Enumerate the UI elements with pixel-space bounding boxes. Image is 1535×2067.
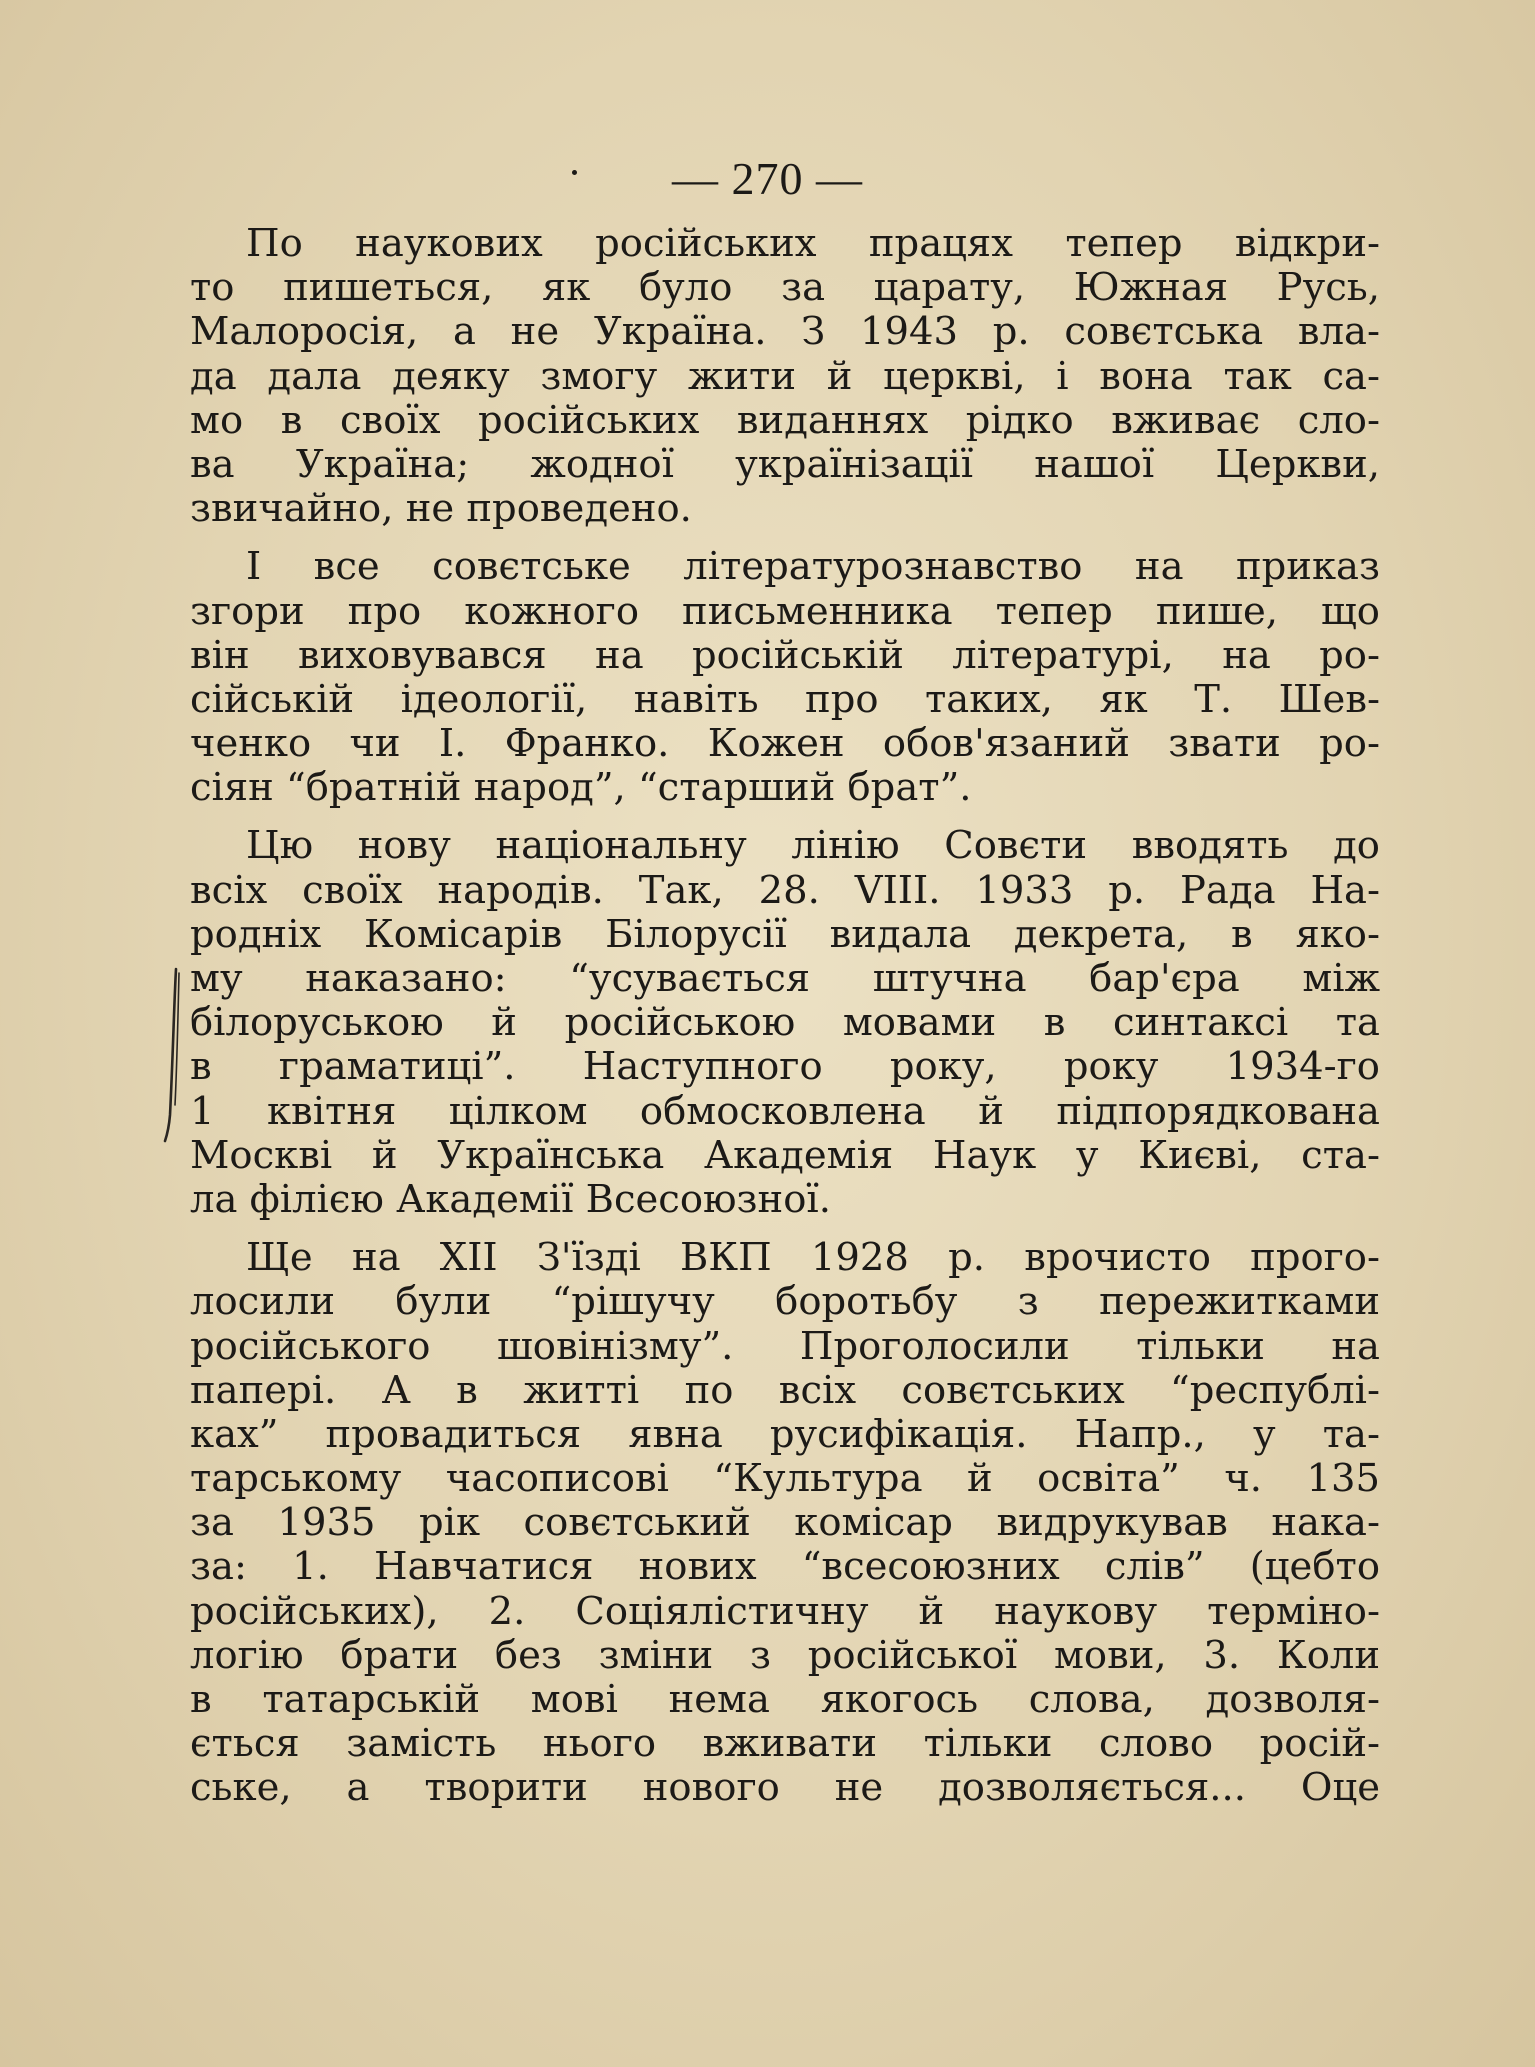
text-line: ється замість нього вживати тільки слово росій- <box>190 1721 1380 1767</box>
text-line: ва Україна; жодної українізації нашої Церкви, <box>190 441 1380 487</box>
paragraph-4 <box>190 1236 1380 1810</box>
text-line: папері. А в житті по всіх совєтських “республі- <box>190 1367 1380 1413</box>
text-line: російських), 2. Соціялістичну й наукову терміно- <box>190 1588 1380 1634</box>
text-line: ченко чи І. Франко. Кожен обов'язаний звати ро- <box>190 721 1380 767</box>
text-line: 1 квітня цілком обмосковлена й підпорядкована <box>190 1088 1380 1134</box>
text-line: му наказано: “усувається штучна бар'єра між <box>190 956 1380 1001</box>
text-line: ках” провадиться явна русифікація. Напр., у та- <box>190 1411 1380 1457</box>
text-line: мо в своїх російських виданнях рідко вживає сло- <box>190 397 1380 443</box>
text-line: да дала деяку змогу жити й церкві, і вона так са- <box>190 353 1380 399</box>
text-line: всіх своїх народів. Так, 28. VIII. 1933 р. Рада На- <box>190 867 1380 913</box>
body-text <box>190 222 1380 1811</box>
text-line: По наукових російських працях тепер відкри- <box>246 221 1380 266</box>
text-line: І все совєтське літературознавство на приказ <box>246 544 1380 590</box>
text-line: Цю нову національну лінію Совєти вводять до <box>246 823 1380 869</box>
text-line: Москві й Українська Академія Наук у Києві, ста- <box>190 1132 1380 1178</box>
text-line: логію брати без зміни з російської мови, 3. Коли <box>190 1632 1380 1678</box>
text-line: в татарській мові нема якогось слова, дозволя- <box>190 1677 1380 1722</box>
text-line: ла філією Академії Всесоюзної. <box>190 1176 831 1222</box>
paragraph-3 <box>190 824 1380 1222</box>
text-line: згори про кожного письменника тепер пише, що <box>190 588 1380 634</box>
text-line: сіян “братній народ”, “старший брат”. <box>190 765 972 811</box>
text-line: сійській ідеології, навіть про таких, як Т. Шев- <box>190 676 1380 722</box>
text-line: то пишеться, як було за царату, Южная Русь, <box>190 265 1380 311</box>
text-line: тарському часописові “Культура й освіта” ч. 135 <box>190 1456 1380 1502</box>
page-number: — 270 — <box>672 153 863 204</box>
paragraph-1 <box>190 222 1380 531</box>
text-line: він виховувався на російській літературі, на ро- <box>190 632 1380 678</box>
text-line: російського шовінізму”. Проголосили тільки на <box>190 1323 1380 1369</box>
text-line: родніх Комісарів Білорусії видала декрета, в яко- <box>190 911 1380 957</box>
text-line: ське, а творити нового не дозволяється... Оце <box>190 1765 1380 1811</box>
text-line: лосили були “рішучу боротьбу з пережитками <box>190 1279 1380 1325</box>
margin-pencil-mark <box>162 965 192 1145</box>
text-line: звичайно, не проведено. <box>190 486 692 532</box>
text-line: в граматиці”. Наступного року, року 1934-го <box>190 1044 1380 1090</box>
text-line: Малоросія, а не Україна. З 1943 р. совєтська вла- <box>190 309 1380 355</box>
text-line: білоруською й російською мовами в синтаксі та <box>190 1000 1380 1046</box>
text-line: за: 1. Навчатися нових “всесоюзних слів” (цебто <box>190 1544 1380 1590</box>
text-line: Ще на XII З'їзді ВКП 1928 р. врочисто прого- <box>246 1235 1380 1281</box>
paragraph-2 <box>190 545 1380 810</box>
text-line: за 1935 рік совєтський комісар видрукував нака- <box>190 1500 1380 1546</box>
